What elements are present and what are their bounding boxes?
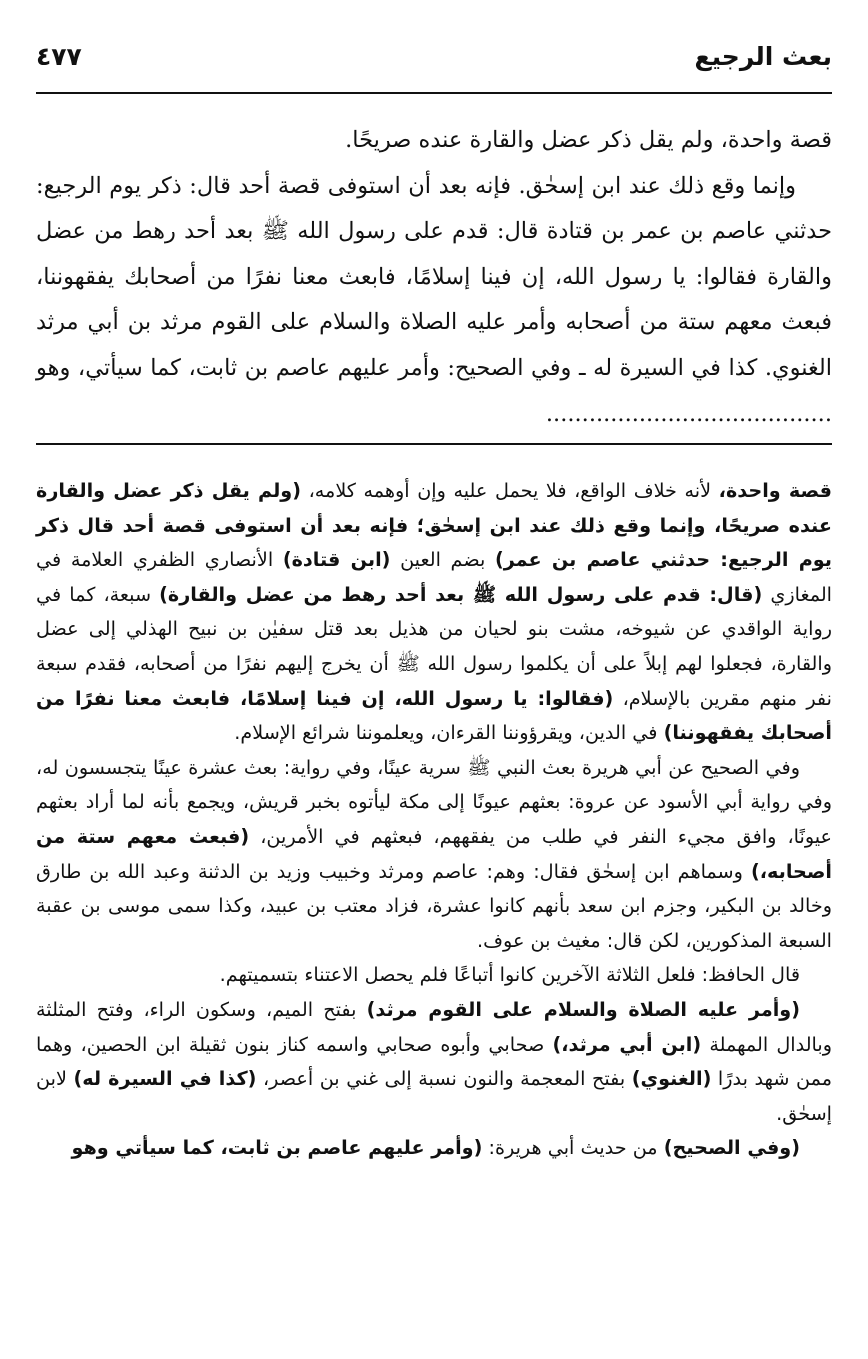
- text-segment: وفي الصحيح عن أبي هريرة بعث النبي ﷺ سرية عينًا، وفي رواية: بعث عشرة عينًا يتجسسون له، وفي رواية أبي الأسود عن عروة: بعثهم عيونًا إلى مكة ليأتوه بخبر قريش، ويجمع بأنه لما أراد بعثهم عيونًا، وافق مجيء النفر في طلب من يفقههم، فبعثهم في الأمرين،: [36, 755, 832, 848]
- commentary-block: [36, 474, 832, 1166]
- bold-quote-segment: (فقالوا: يا رسول الله، إن فينا إسلامًا، فابعث معنا نفرًا من أصحابك يفقهوننا): [36, 686, 832, 745]
- bold-quote-segment: (الغنوي): [631, 1067, 712, 1091]
- page-number: ٤٧٧: [36, 42, 82, 71]
- text-segment: وسماهم ابن إسحٰق فقال: وهم: عاصم ومرثد وخبيب وزيد بن الدثنة وعبد الله بن طارق وخالد بن البكير، وجزم ابن سعد بأنهم كانوا عشرة، فزاد معتب بن عبيد، وكذا سمى موسى بن عقبة السبعة المذكورين، لكن قال: مغيث بن عوف.: [36, 859, 832, 952]
- bold-quote-segment: (ولم يقل ذكر عضل والقارة عنده صريحًا، وإنما وقع ذلك عند ابن إسحٰق؛ فإنه بعد أن استوفى قصة أحد قال ذكر يوم الرجيع: حدثني عاصم بن عمر): [36, 479, 832, 572]
- commentary-paragraph: [36, 1131, 832, 1166]
- text-segment: في الدين، ويقرؤوننا القرءان، ويعلموننا شرائع الإسلام.: [234, 721, 664, 745]
- bold-quote-segment: (كذا في السيرة له): [73, 1067, 257, 1091]
- bold-quote-segment: (وأمر عليه الصلاة والسلام على القوم مرثد): [366, 997, 800, 1021]
- text-segment: الأنصاري الظفري العلامة في المغازي: [36, 548, 833, 606]
- text-segment: لابن إسحٰق.: [36, 1067, 832, 1125]
- commentary-paragraph: [36, 993, 832, 1131]
- commentary-paragraph: [36, 958, 832, 993]
- bold-quote-segment: (وفي الصحيح): [663, 1136, 800, 1160]
- text-segment: بفتح المعجمة والنون نسبة إلى غني بن أعصر،: [256, 1067, 632, 1091]
- text-segment: لأنه خلاف الواقع، فلا يحمل عليه وإن أوهمه كلامه،: [300, 479, 719, 502]
- bold-quote-segment: (فبعث معهم ستة من أصحابه،): [36, 824, 832, 883]
- main-text-block: [36, 118, 832, 437]
- text-segment: من حديث أبي هريرة:: [482, 1136, 664, 1160]
- text-segment: صحابي وأبوه صحابي واسمه كناز بنون ثقيلة ابن الحصين، وهما ممن شهد بدرًا: [36, 1032, 832, 1091]
- text-segment: سبعة، كما في رواية الواقدي عن شيوخه، مشت بنو لحيان من هذيل بعد قتل سفيٰن بن نبيح الهذلي إلى عضل والقارة، فجعلوا لهم إبلاً على أن يكلموا رسول الله ﷺ أن يخرج إليهم نفرًا من أصحابه، فقدم سبعة نفر منهم مقرين بالإسلام،: [36, 582, 832, 710]
- bold-quote-segment: قصة واحدة،: [718, 479, 832, 502]
- text-segment: بضم العين: [390, 548, 495, 572]
- bold-quote-segment: (ابن قتادة): [282, 548, 391, 572]
- main-paragraph: وإنما وقع ذلك عند ابن إسحٰق. فإنه بعد أن استوفى قصة أحد قال: ذكر يوم الرجيع: حدثني عاصم بن عمر بن قتادة قال: قدم على رسول الله ﷺ بعد أحد رهط من عضل والقارة فقالوا: يا رسول الله، إن فينا إسلامًا، فابعث معنا نفرًا من أصحابك يفقهوننا، فبعث معهم ستة من أصحابه وأمر عليه الصلاة والسلام على القوم مرثد بن أبي مرثد الغنوي. كذا في السيرة له ـ وفي الصحيح: وأمر عليهم عاصم بن ثابت، كما سيأتي، وهو ........................................: [36, 172, 832, 427]
- page-header: [36, 40, 832, 94]
- bold-quote-segment: (قال: قدم على رسول الله ﷺ بعد أحد رهط من عضل والقارة): [159, 582, 763, 606]
- section-divider: [36, 443, 832, 445]
- bold-quote-segment: (وأمر عليهم عاصم بن ثابت، كما سيأتي وهو: [71, 1136, 483, 1160]
- commentary-paragraph: [36, 751, 832, 959]
- bold-quote-segment: (ابن أبي مرثد،): [552, 1032, 702, 1056]
- text-segment: بفتح الميم، وسكون الراء، وفتح المثلثة وبالدال المهملة: [36, 997, 832, 1056]
- main-paragraph: قصة واحدة، ولم يقل ذكر عضل والقارة عنده صريحًا.: [345, 127, 832, 153]
- commentary-paragraph: [36, 474, 832, 751]
- running-title: بعث الرجيع: [694, 42, 832, 71]
- text-segment: قال الحافظ: فلعل الثلاثة الآخرين كانوا أتباعًا فلم يحصل الاعتناء بتسميتهم.: [219, 963, 800, 987]
